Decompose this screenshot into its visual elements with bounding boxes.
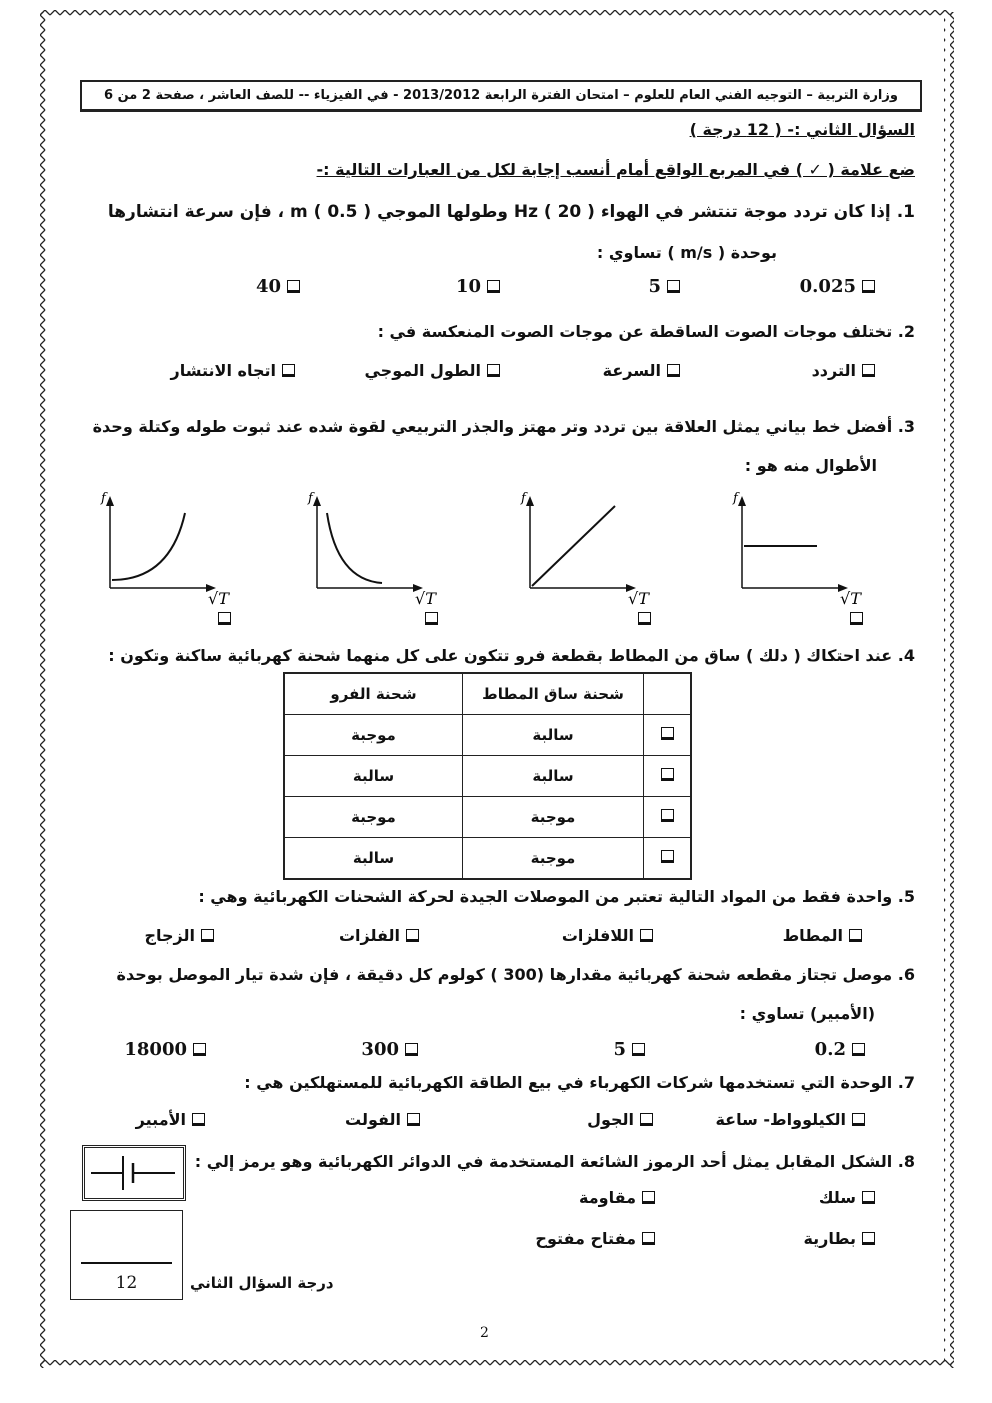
cell: موجبة	[463, 838, 644, 880]
question-6-cont: (الأمبير) تساوي :	[739, 1004, 875, 1023]
question-number: 5.	[897, 887, 915, 906]
y-axis-arrow-icon	[313, 496, 321, 506]
option-label: التردد	[811, 361, 856, 380]
option-label: الفلزات	[338, 926, 400, 945]
option-label: 5	[648, 276, 661, 297]
question-number: 4.	[897, 646, 915, 665]
checkbox[interactable]	[487, 280, 500, 293]
question-6	[117, 965, 915, 984]
question-text: واحدة فقط من المواد التالية تعتبر من الموصلات الجيدة لحركة الشحنات الكهربائية وهي :	[198, 887, 893, 906]
question-8	[195, 1152, 915, 1171]
question-1-cont: بوحدة ( m/s ) تساوي :	[596, 243, 777, 262]
table-row[interactable]	[284, 715, 691, 756]
option[interactable]	[715, 1110, 865, 1129]
option[interactable]	[345, 1110, 420, 1129]
option-label: الفولت	[345, 1110, 401, 1129]
checkbox-cell[interactable]	[644, 838, 692, 880]
checkbox[interactable]	[862, 1232, 875, 1245]
option[interactable]	[535, 1229, 655, 1248]
option[interactable]	[364, 361, 500, 380]
option-label: 300	[361, 1039, 399, 1060]
circuit-symbol-figure	[82, 1145, 186, 1201]
table-header-row	[284, 673, 691, 715]
checkbox[interactable]	[406, 929, 419, 942]
question-4	[108, 646, 915, 665]
option[interactable]	[603, 361, 680, 380]
question-text: تختلف موجات الصوت الساقطة عن موجات الصوت المنعكسة في :	[377, 322, 893, 341]
question-number: 8.	[897, 1152, 915, 1171]
option[interactable]	[171, 361, 295, 380]
checkbox[interactable]	[862, 1191, 875, 1204]
x-axis-label: √T	[840, 589, 861, 608]
option[interactable]	[256, 276, 300, 297]
y-axis-label: f	[308, 491, 313, 506]
table-row[interactable]	[284, 797, 691, 838]
option[interactable]	[339, 926, 419, 945]
option-label: السرعة	[602, 361, 661, 380]
question-number: 1.	[896, 202, 915, 222]
question-text: أفضل خط بياني يمثل العلاقة بين تردد وتر مهتز والجذر التربيعي لقوة شده عند ثبوت طوله وكتلة وحدة	[92, 417, 893, 436]
checkbox[interactable]	[667, 364, 680, 377]
option[interactable]	[124, 1039, 206, 1060]
checkbox[interactable]	[661, 727, 674, 740]
question-text: عند احتكاك ( دلك ) ساق من المطاط بقطعة فرو تتكون على كل منهما شحنة كهربائية ساكنة وتكون :	[108, 646, 893, 665]
question-5	[198, 887, 915, 906]
option-label: 5	[613, 1039, 626, 1060]
question-text: موصل تجتاز مقطعه شحنة كهربائية مقدارها (300 ) كولوم كل دقيقة ، فإن شدة تيار الموصل بوحدة	[116, 965, 893, 984]
checkbox[interactable]	[849, 929, 862, 942]
checkbox[interactable]	[862, 364, 875, 377]
y-axis-label: f	[521, 491, 526, 506]
checkbox[interactable]	[407, 1113, 420, 1126]
column-header: شحنة الفرو	[284, 673, 463, 715]
cell: سالبة	[463, 756, 644, 797]
score-line	[81, 1262, 172, 1264]
x-axis-label: √T	[628, 589, 649, 608]
graph-option-constant	[732, 488, 872, 608]
question-text: إذا كان تردد موجة تنتشر في الهواء Hz ( 20 ) وطولها الموجي m ( 0.5 ) ، فإن سرعة انتشارها	[107, 202, 891, 222]
x-axis-label: √T	[208, 589, 229, 608]
graph-option-linear	[520, 488, 660, 608]
column-header: شحنة ساق المطاط	[463, 673, 644, 715]
graph-line	[112, 513, 185, 580]
checkbox[interactable]	[405, 1043, 418, 1056]
checkbox[interactable]	[852, 1043, 865, 1056]
checkbox[interactable]	[640, 1113, 653, 1126]
y-axis-label: f	[101, 491, 106, 506]
checkbox[interactable]	[661, 850, 674, 863]
cell: سالبة	[463, 715, 644, 756]
option[interactable]	[613, 1039, 645, 1060]
table-row[interactable]	[284, 756, 691, 797]
option-label: 18000	[124, 1039, 187, 1060]
option[interactable]	[456, 276, 500, 297]
option-label: اللافلزات	[561, 926, 634, 945]
checkbox-cell[interactable]	[644, 756, 692, 797]
option-label: الزجاج	[144, 926, 195, 945]
question-1	[108, 202, 915, 222]
checkbox[interactable]	[425, 612, 438, 625]
option[interactable]	[587, 1110, 653, 1129]
graph-line	[327, 513, 382, 583]
question-3	[93, 417, 915, 436]
option-label: بطارية	[803, 1229, 856, 1248]
cell: سالبة	[284, 838, 463, 880]
option[interactable]	[803, 1229, 875, 1248]
checkbox[interactable]	[193, 1043, 206, 1056]
question-number: 7.	[897, 1073, 915, 1092]
y-axis-arrow-icon	[526, 496, 534, 506]
option[interactable]	[819, 1188, 875, 1207]
grade-box	[70, 1210, 183, 1300]
checkbox[interactable]	[638, 612, 651, 625]
checkbox-cell[interactable]	[644, 797, 692, 838]
graph-option-decreasing-curve	[307, 488, 447, 608]
option-label: الطول الموجي	[364, 361, 481, 380]
graph-line	[532, 506, 615, 586]
question-2	[378, 322, 915, 341]
checkbox[interactable]	[642, 1191, 655, 1204]
checkbox[interactable]	[192, 1113, 205, 1126]
checkbox[interactable]	[642, 1232, 655, 1245]
max-score: 12	[115, 1273, 138, 1293]
empty-cell	[644, 673, 692, 715]
question-number: 2.	[897, 322, 915, 341]
table-row[interactable]	[284, 838, 691, 880]
checkbox[interactable]	[487, 364, 500, 377]
checkbox[interactable]	[862, 280, 875, 293]
checkbox[interactable]	[852, 1113, 865, 1126]
checkbox[interactable]	[287, 280, 300, 293]
option[interactable]	[800, 276, 875, 297]
cell: سالبة	[284, 756, 463, 797]
checkbox[interactable]	[667, 280, 680, 293]
option-label: الجول	[587, 1110, 634, 1129]
checkbox[interactable]	[201, 929, 214, 942]
question-text: الشكل المقابل يمثل أحد الرموز الشائعة المستخدمة في الدوائر الكهربائية وهو يرمز إلي :	[194, 1152, 893, 1171]
option-label: الكيلوواط- ساعة	[715, 1110, 846, 1129]
option-label: 0.025	[799, 276, 856, 297]
option[interactable]	[144, 926, 214, 945]
option-label: الأمبير	[135, 1110, 186, 1129]
graph-option-increasing-curve	[100, 488, 240, 608]
charge-table	[283, 672, 692, 880]
y-axis-arrow-icon	[738, 496, 746, 506]
checkbox[interactable]	[218, 612, 231, 625]
checkbox[interactable]	[661, 768, 674, 781]
x-axis-label: √T	[415, 589, 436, 608]
checkbox[interactable]	[640, 929, 653, 942]
section-title: السؤال الثاني :- ( 12 درجة )	[689, 120, 915, 139]
checkbox[interactable]	[661, 809, 674, 822]
option-label: 40	[255, 276, 281, 297]
instruction: ضع علامة ( ✓ ) في المربع الواقع أمام أنسب إجابة لكل من العبارات التالية :-	[316, 160, 915, 179]
question-number: 3.	[897, 417, 915, 436]
checkbox[interactable]	[850, 612, 863, 625]
battery-symbol-icon	[85, 1148, 183, 1198]
option[interactable]	[812, 361, 875, 380]
grade-label: درجة السؤال الثاني	[190, 1274, 334, 1292]
option[interactable]	[136, 1110, 205, 1129]
exam-header: وزارة التربية – التوجيه الفني العام للعلوم – امتحان الفترة الرابعة 2013/2012 - في الفيزياء -- للصف العاشر ، صفحة 2 من 6	[80, 80, 922, 112]
y-axis-label: f	[733, 491, 738, 506]
cell: موجبة	[284, 797, 463, 838]
cell: موجبة	[284, 715, 463, 756]
option-label: 10	[455, 276, 481, 297]
question-3-cont: الأطوال منه هو :	[744, 456, 877, 475]
option-label: مفتاح مفتوح	[535, 1229, 636, 1248]
checkbox[interactable]	[282, 364, 295, 377]
question-text: الوحدة التي تستخدمها شركات الكهرباء في بيع الطاقة الكهربائية للمستهلكين هي :	[244, 1073, 893, 1092]
option-label: سلك	[818, 1188, 856, 1207]
option-label: مقاومة	[579, 1188, 636, 1207]
option-label: 0.2	[814, 1039, 846, 1060]
option-label: اتجاه الانتشار	[170, 361, 276, 380]
checkbox[interactable]	[632, 1043, 645, 1056]
checkbox-cell[interactable]	[644, 715, 692, 756]
question-7	[244, 1073, 915, 1092]
option-label: المطاط	[782, 926, 843, 945]
option[interactable]	[562, 926, 653, 945]
option[interactable]	[648, 276, 680, 297]
page-number: 2	[480, 1325, 489, 1341]
option[interactable]	[361, 1039, 418, 1060]
option[interactable]	[815, 1039, 865, 1060]
question-number: 6.	[897, 965, 915, 984]
cell: موجبة	[463, 797, 644, 838]
option[interactable]	[579, 1188, 655, 1207]
y-axis-arrow-icon	[106, 496, 114, 506]
option[interactable]	[783, 926, 862, 945]
